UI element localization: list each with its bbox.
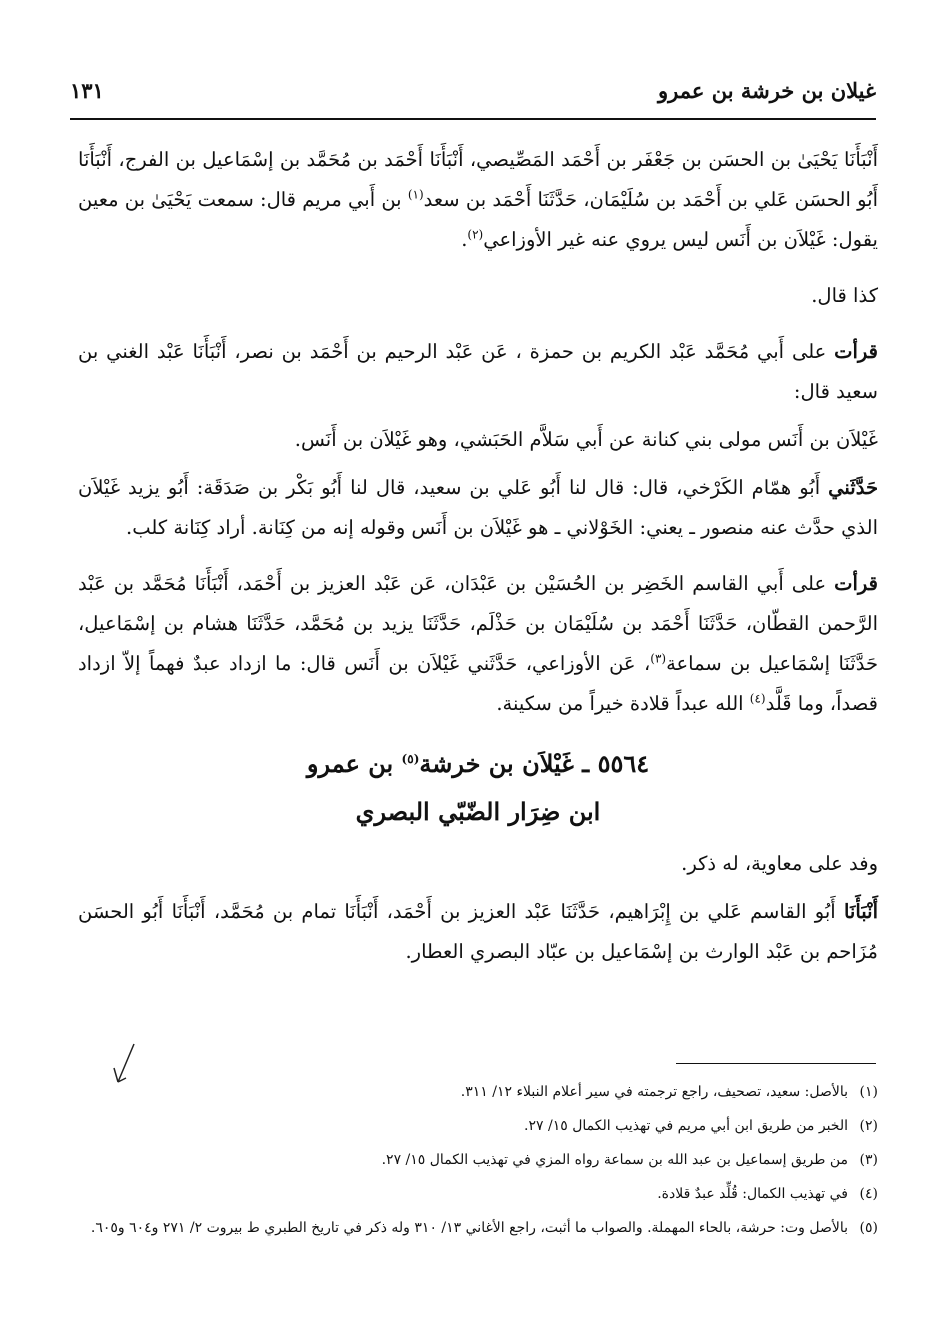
paragraph-text: أَبُو القاسم عَلي بن إِبْرَاهيم، حَدَّثَنَا عَبْد العزيز بن أَحْمَد، أَنْبَأَنَا تمام بن مُحَمَّد، أَنْبَأَنَا أَبُو الحسَن مُزَاحم بن عَبْد الوارث بن إسْمَاعيل بن عبّاد البصري العطار. <box>78 900 878 963</box>
paragraph-text: وفد على معاوية، له ذكر. <box>681 852 878 875</box>
page-number: ١٣١ <box>70 78 104 103</box>
paragraph-end: . <box>461 228 468 251</box>
paragraph-end: الله عبداً قلادة خيراً من سكينة. <box>496 692 750 715</box>
paragraph-3 <box>78 332 878 412</box>
paragraph-text: على أَبي مُحَمَّد عَبْد الكريم بن حمزة ، عَن عَبْد الرحيم بن أَحْمَد بن نصر، أَنْبَأَنَا عَبْد الغني بن سعيد قال: <box>78 340 878 403</box>
paragraph-text-tail: بن أَبي مريم قال: سمعت يَحْيَىٰ بن معين يقول: غَيْلاَن بن أَنَس ليس يروي عنه غير الأوزاعي <box>78 188 878 251</box>
footnote-item <box>78 1143 878 1177</box>
paragraph-6 <box>78 564 878 724</box>
entry-subheading: ابن ضِرَار الضّبّي البصري <box>355 797 601 826</box>
footnote-number: (٣) <box>859 1152 878 1168</box>
paragraph-text: على أَبي القاسم الخَضِر بن الحُسَيْن بن عَبْدَان، عَن عَبْد العزيز بن أَحْمَد، أَنْبَأَنَا مُحَمَّد بن عَبْد الرَّحمن القطّان، حَدَّثَنَا أَحْمَد بن سُلَيْمَان بن حَذْلَم، حَدَّثَنَا يزيد بن مُحَمَّد، حَدَّثَنَا هشام بن إسْمَاعيل، حَدَّثَنَا إسْمَاعيل بن سماعة <box>78 572 879 675</box>
entry-heading <box>78 740 878 788</box>
running-title: غيلان بن خرشة بن عمرو <box>658 78 876 103</box>
paragraph-lead: قرأت <box>834 572 878 595</box>
footnote-text: في تهذيب الكمال: قُلِّد عبدٌ قلادة. <box>657 1186 848 1202</box>
footnotes <box>78 1075 878 1245</box>
footnote-text: من طريق إسماعيل بن عبد الله بن سماعة رواه المزي في تهذيب الكمال ١٥/ ٢٧. <box>381 1152 848 1168</box>
footnote-number: (١) <box>859 1084 878 1100</box>
paragraph-5 <box>78 468 878 548</box>
footnote-ref-2: (٢) <box>467 227 484 242</box>
footnote-number: (٥) <box>859 1220 878 1236</box>
footnotes-rule <box>676 1063 876 1064</box>
paragraph-text: أَنْبَأَنَا يَحْيَىٰ بن الحسَن بن جَعْفَر بن أَحْمَد المَصِّيصي، أَنْبَأَنَا أَحْمَد بن مُحَمَّد بن إسْمَاعيل بن الفرج، أَنْبَأَنَا أَبُو الحسَن عَلي بن أَحْمَد بن سُلَيْمَان، حَدَّثَنَا أَحْمَد بن سعد <box>78 148 878 211</box>
running-header <box>70 78 876 103</box>
footnote-ref-4: (٤) <box>749 691 766 706</box>
entry-title-tail: بن عمرو <box>306 749 402 778</box>
footnote-item <box>78 1211 878 1245</box>
paragraph-4 <box>78 420 878 460</box>
paragraph-text: كذا قال. <box>811 284 878 307</box>
footnote-number: (٤) <box>859 1186 878 1202</box>
footnote-item <box>78 1177 878 1211</box>
paragraph-lead: أَنْبَأَنَا <box>843 900 878 923</box>
paragraph-lead: قرأت <box>834 340 878 363</box>
footnote-number: (٢) <box>859 1118 878 1134</box>
entry-title-text: ٥٥٦٤ ـ غَيْلاَن بن خرشة <box>419 749 650 778</box>
footnote-ref-5: (٥) <box>401 752 420 766</box>
footnote-ref-1: (١) <box>407 187 424 202</box>
footnote-text: بالأصل: سعيد، تصحيف، راجع ترجمته في سير أعلام النبلاء ١٢/ ٣١١. <box>460 1084 848 1100</box>
paragraph-text-tail: ، عَن الأوزاعي، حَدَّثَني غَيْلاَن بن أَنَس قال: ما ازداد عبدٌ فهماً إلاّ ازداد قصداً، وما قَلَّد <box>78 652 878 715</box>
footnote-item <box>78 1109 878 1143</box>
paragraph-lead: حَدَّثَني <box>828 476 878 499</box>
paragraph-8 <box>78 892 878 972</box>
main-text <box>78 140 878 988</box>
footnote-ref-3: (٣) <box>650 651 667 666</box>
paragraph-text: غَيْلاَن بن أَنَس مولى بني كنانة عن أَبي سَلاَّم الحَبَشي، وهو غَيْلاَن بن أَنَس. <box>294 428 878 451</box>
paragraph-2 <box>78 276 878 316</box>
paragraph-7 <box>78 844 878 884</box>
paragraph-1 <box>78 140 878 260</box>
paragraph-text: أَبُو همّام الكَرْخي، قال: قال لنا أَبُو عَلي بن سعيد، قال لنا أَبُو بَكْر بن صَدَقَة: أَبُو يزيد غَيْلاَن الذي حدَّث عنه منصور ـ يعني: الخَوْلاني ـ هو غَيْلاَن بن أَنَس وقوله إنه من كِنَانة. أراد كِنَانة كلب. <box>78 476 878 539</box>
footnote-text: الخبر من طريق ابن أبي مريم في تهذيب الكمال ١٥/ ٢٧. <box>524 1118 848 1134</box>
header-rule <box>70 118 876 120</box>
footnote-item <box>78 1075 878 1109</box>
footnote-text: بالأصل وت: حرشة، بالحاء المهملة. والصواب ما أثبت، راجع الأغاني ١٣/ ٣١٠ وله ذكر في تاريخ الطبري ط بيروت ٢/ ٢٧١ و٦٠٤ و٦٠٥. <box>90 1220 848 1236</box>
